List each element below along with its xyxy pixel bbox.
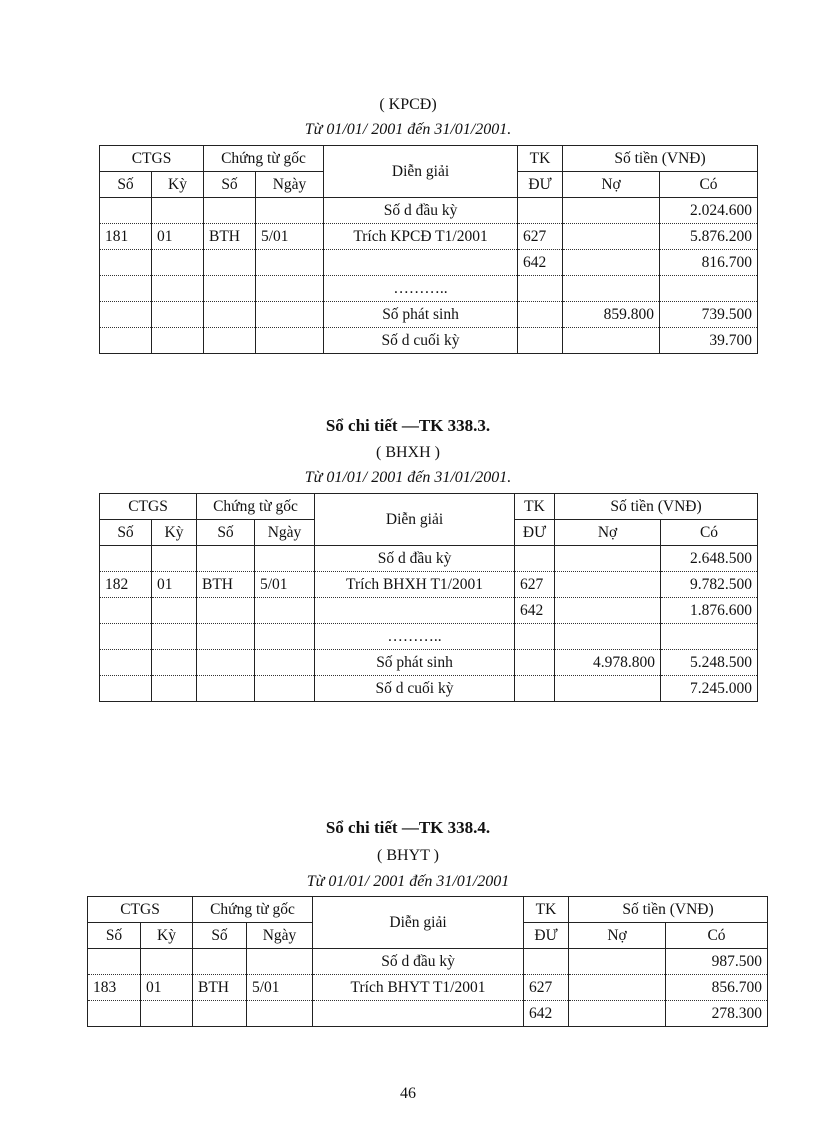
- table-row: [100, 276, 758, 302]
- cell-no: [563, 276, 660, 302]
- table-row: [100, 572, 758, 598]
- table-row: [100, 328, 758, 354]
- cell-co: 39.700: [660, 328, 758, 354]
- chung-tu-goc-header: Chứng từ gốc: [197, 494, 315, 520]
- cell-no: [555, 624, 661, 650]
- table-row: [100, 676, 758, 702]
- cell-co: 1.876.600: [661, 598, 758, 624]
- cell-ct-so: [204, 302, 256, 328]
- table-row: [100, 224, 758, 250]
- cell-ct-so: BTH: [204, 224, 256, 250]
- section-1-period: Từ 01/01/ 2001 đến 31/01/2001.: [304, 121, 512, 138]
- cell-ct-so: [204, 198, 256, 224]
- cell-tk: 627: [518, 224, 563, 250]
- co-header: Có: [661, 520, 758, 546]
- cell-no: [555, 676, 661, 702]
- cell-co: 278.300: [666, 1001, 768, 1027]
- cell-tk: [515, 624, 555, 650]
- cell-tk: [518, 198, 563, 224]
- cell-dien-giai: Trích BHYT T1/2001: [313, 975, 524, 1001]
- table-row: [100, 598, 758, 624]
- cell-tk: [518, 276, 563, 302]
- tk-header: TK: [515, 494, 555, 520]
- cell-ky: [152, 676, 197, 702]
- ngay-header: Ngày: [247, 923, 313, 949]
- cell-dien-giai: Số d đầu kỳ: [324, 198, 518, 224]
- table-row: [100, 650, 758, 676]
- table-row: [88, 949, 768, 975]
- cell-no: 859.800: [563, 302, 660, 328]
- table-row: [100, 624, 758, 650]
- cell-co: 856.700: [666, 975, 768, 1001]
- table-row: [88, 975, 768, 1001]
- cell-ngay: [256, 328, 324, 354]
- cell-so: [100, 276, 152, 302]
- no-header: Nợ: [555, 520, 661, 546]
- chung-tu-goc-header: Chứng từ gốc: [193, 897, 313, 923]
- cell-ngay: [255, 676, 315, 702]
- cell-so: [100, 676, 152, 702]
- cell-co: 739.500: [660, 302, 758, 328]
- cell-ngay: [256, 276, 324, 302]
- cell-ky: [152, 328, 204, 354]
- table-row: [100, 302, 758, 328]
- cell-co: 2.648.500: [661, 546, 758, 572]
- cell-ngay: [256, 302, 324, 328]
- cell-no: [569, 949, 666, 975]
- cell-ct-so: [204, 328, 256, 354]
- cell-ct-so: [197, 598, 255, 624]
- cell-no: [563, 328, 660, 354]
- cell-co: 7.245.000: [661, 676, 758, 702]
- cell-so: [100, 624, 152, 650]
- cell-ky: [152, 276, 204, 302]
- cell-tk: [515, 676, 555, 702]
- cell-no: 4.978.800: [555, 650, 661, 676]
- cell-ngay: [247, 949, 313, 975]
- cell-no: [569, 1001, 666, 1027]
- cell-so: [100, 328, 152, 354]
- cell-ngay: [255, 650, 315, 676]
- cell-ct-so: [197, 676, 255, 702]
- ky-header: Kỳ: [141, 923, 193, 949]
- cell-so: [88, 1001, 141, 1027]
- cell-so: [100, 302, 152, 328]
- cell-dien-giai: Số phát sinh: [315, 650, 515, 676]
- ledger-table-kpcd: [99, 145, 758, 354]
- cell-so: [100, 198, 152, 224]
- so-tien-header: Số tiền (VNĐ): [569, 897, 768, 923]
- header-row-1: [100, 146, 758, 172]
- so-tien-header: Số tiền (VNĐ): [563, 146, 758, 172]
- ngay-header: Ngày: [256, 172, 324, 198]
- so-header: Số: [100, 172, 152, 198]
- cell-no: [555, 598, 661, 624]
- cell-tk: [515, 546, 555, 572]
- ky-header: Kỳ: [152, 172, 204, 198]
- cell-ky: [152, 198, 204, 224]
- ctgs-header: CTGS: [100, 146, 204, 172]
- cell-dien-giai: [313, 1001, 524, 1027]
- dien-giai-header: Diễn giải: [315, 494, 515, 546]
- du-header: ĐƯ: [515, 520, 555, 546]
- cell-co: 5.248.500: [661, 650, 758, 676]
- cell-ct-so: [193, 1001, 247, 1027]
- cell-so: 183: [88, 975, 141, 1001]
- cell-co: [661, 624, 758, 650]
- cell-so: 182: [100, 572, 152, 598]
- table-row: [88, 1001, 768, 1027]
- cell-no: [555, 572, 661, 598]
- cell-ct-so: [197, 650, 255, 676]
- cell-ct-so: BTH: [193, 975, 247, 1001]
- cell-ct-so: BTH: [197, 572, 255, 598]
- cell-tk: 642: [515, 598, 555, 624]
- cell-dien-giai: Trích KPCĐ T1/2001: [324, 224, 518, 250]
- section-2-period: Từ 01/01/ 2001 đến 31/01/2001.: [304, 469, 512, 486]
- cell-ky: 01: [152, 224, 204, 250]
- cell-so: [88, 949, 141, 975]
- ctgs-header: CTGS: [100, 494, 197, 520]
- cell-tk: 627: [515, 572, 555, 598]
- cell-ngay: 5/01: [255, 572, 315, 598]
- cell-tk: [518, 302, 563, 328]
- cell-dien-giai: Số phát sinh: [324, 302, 518, 328]
- cell-no: [569, 975, 666, 1001]
- cell-ky: [152, 598, 197, 624]
- tk-header: TK: [518, 146, 563, 172]
- cell-ct-so: [193, 949, 247, 975]
- cell-tk: 627: [524, 975, 569, 1001]
- cell-ct-so: [197, 546, 255, 572]
- cell-co: 816.700: [660, 250, 758, 276]
- cell-dien-giai: Số d cuối kỳ: [315, 676, 515, 702]
- cell-co: 9.782.500: [661, 572, 758, 598]
- cell-ky: [152, 302, 204, 328]
- cell-dien-giai: [315, 598, 515, 624]
- chung-tu-goc-header: Chứng từ gốc: [204, 146, 324, 172]
- cell-so: [100, 250, 152, 276]
- cell-ngay: [255, 546, 315, 572]
- cell-ky: [152, 624, 197, 650]
- cell-co: 5.876.200: [660, 224, 758, 250]
- cell-ct-so: [197, 624, 255, 650]
- cell-so: 181: [100, 224, 152, 250]
- du-header: ĐƯ: [518, 172, 563, 198]
- cell-ct-so: [204, 276, 256, 302]
- cell-dien-giai: ………..: [324, 276, 518, 302]
- page-number: 46: [400, 1085, 416, 1102]
- table-row: [100, 546, 758, 572]
- cell-ky: [152, 250, 204, 276]
- ct-so-header: Số: [193, 923, 247, 949]
- cell-ngay: 5/01: [256, 224, 324, 250]
- cell-dien-giai: ………..: [315, 624, 515, 650]
- ledger-table-bhyt: [87, 896, 768, 1027]
- dien-giai-header: Diễn giải: [313, 897, 524, 949]
- co-header: Có: [660, 172, 758, 198]
- table-row: [100, 250, 758, 276]
- cell-tk: 642: [518, 250, 563, 276]
- header-row-1: [88, 897, 768, 923]
- cell-ngay: 5/01: [247, 975, 313, 1001]
- cell-ky: [152, 546, 197, 572]
- cell-so: [100, 546, 152, 572]
- cell-ngay: [256, 198, 324, 224]
- cell-dien-giai: Số d đầu kỳ: [315, 546, 515, 572]
- co-header: Có: [666, 923, 768, 949]
- section-3-subtitle: ( BHYT ): [377, 847, 439, 864]
- section-2-title: Sổ chi tiết —TK 338.3.: [325, 416, 491, 435]
- so-tien-header: Số tiền (VNĐ): [555, 494, 758, 520]
- cell-dien-giai: Số d đầu kỳ: [313, 949, 524, 975]
- cell-ngay: [247, 1001, 313, 1027]
- cell-tk: [524, 949, 569, 975]
- cell-no: [563, 198, 660, 224]
- cell-ky: 01: [152, 572, 197, 598]
- cell-co: 987.500: [666, 949, 768, 975]
- so-header: Số: [88, 923, 141, 949]
- cell-ct-so: [204, 250, 256, 276]
- section-1-subtitle: ( KPCĐ): [379, 96, 437, 113]
- section-3-period: Từ 01/01/ 2001 đến 31/01/2001: [306, 873, 510, 890]
- header-row-1: [100, 494, 758, 520]
- ct-so-header: Số: [197, 520, 255, 546]
- cell-tk: 642: [524, 1001, 569, 1027]
- du-header: ĐƯ: [524, 923, 569, 949]
- cell-so: [100, 598, 152, 624]
- cell-co: [660, 276, 758, 302]
- ctgs-header: CTGS: [88, 897, 193, 923]
- section-2-subtitle: ( BHXH ): [376, 444, 440, 461]
- cell-no: [555, 546, 661, 572]
- so-header: Số: [100, 520, 152, 546]
- cell-tk: [515, 650, 555, 676]
- section-3-title: Sổ chi tiết —TK 338.4.: [325, 818, 491, 837]
- cell-no: [563, 250, 660, 276]
- ledger-table-bhxh: [99, 493, 758, 702]
- cell-ngay: [256, 250, 324, 276]
- cell-tk: [518, 328, 563, 354]
- ky-header: Kỳ: [152, 520, 197, 546]
- cell-no: [563, 224, 660, 250]
- ngay-header: Ngày: [255, 520, 315, 546]
- cell-ngay: [255, 598, 315, 624]
- cell-ky: [141, 949, 193, 975]
- cell-ky: [141, 1001, 193, 1027]
- cell-co: 2.024.600: [660, 198, 758, 224]
- cell-so: [100, 650, 152, 676]
- cell-ngay: [255, 624, 315, 650]
- cell-dien-giai: [324, 250, 518, 276]
- cell-ky: [152, 650, 197, 676]
- cell-dien-giai: Trích BHXH T1/2001: [315, 572, 515, 598]
- dien-giai-header: Diễn giải: [324, 146, 518, 198]
- table-row: [100, 198, 758, 224]
- cell-dien-giai: Số d cuối kỳ: [324, 328, 518, 354]
- no-header: Nợ: [569, 923, 666, 949]
- cell-ky: 01: [141, 975, 193, 1001]
- tk-header: TK: [524, 897, 569, 923]
- ct-so-header: Số: [204, 172, 256, 198]
- no-header: Nợ: [563, 172, 660, 198]
